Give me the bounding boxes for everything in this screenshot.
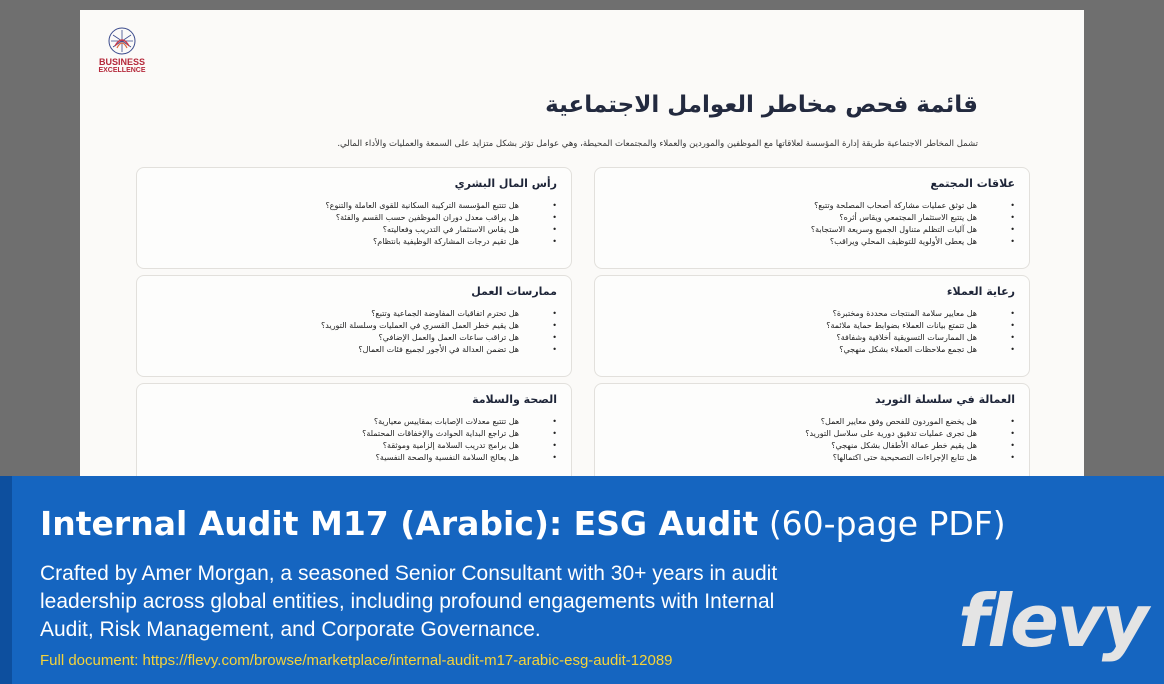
card-title: العمالة في سلسلة التوريد — [874, 393, 1015, 406]
checklist-item: • هل تضمن العدالة في الأجور لجميع فئات العمال؟ — [157, 344, 557, 356]
checklist — [157, 308, 557, 356]
card-title: علاقات المجتمع — [930, 177, 1015, 190]
card-human-capital — [136, 167, 572, 269]
card-labor-practices — [136, 275, 572, 377]
checklist-item: • هل آليات التظلم متناول الجميع وسريعة الاستجابة؟ — [615, 224, 1015, 236]
business-excellence-logo — [96, 26, 148, 76]
checklist-item: • هل تحترم اتفاقيات المفاوضة الجماعية وتتبع؟ — [157, 308, 557, 320]
banner-description: Crafted by Amer Morgan, a seasoned Senior Consultant with 30+ years in audit leadership across global entities, including profound engagements with Internal Audit, Risk Management, and Corporate Governance. — [40, 562, 778, 641]
checklist — [615, 308, 1015, 356]
document-intro: تشمل المخاطر الاجتماعية طريقة إدارة المؤسسة لعلاقاتها مع الموظفين والموردين والعملاء والمجتمعات المحيطة، وهي عوامل تؤثر بشكل متزايد على السمعة والعمليات والأداء المالي. — [337, 139, 978, 149]
logo-emblem-icon — [107, 26, 137, 56]
checklist-item: • هل يعالج السلامة النفسية والصحة النفسية؟ — [157, 452, 557, 464]
logo-text-line1: BUSINESS — [98, 57, 145, 67]
card-title: رعاية العملاء — [946, 285, 1015, 298]
checklist-item: • هل برامج تدريب السلامة إلزامية وموثقة؟ — [157, 440, 557, 452]
card-title: ممارسات العمل — [471, 285, 557, 298]
checklist — [615, 416, 1015, 464]
checklist-item: • هل يعطى الأولوية للتوظيف المحلي ويراقب؟ — [615, 236, 1015, 248]
checklist-item: • هل تتابع الإجراءات التصحيحية حتى اكتمالها؟ — [615, 452, 1015, 464]
product-banner — [0, 476, 1164, 684]
card-health-safety — [136, 383, 572, 480]
card-community-relations — [594, 167, 1030, 269]
checklist-item: • هل تتمتع بيانات العملاء بضوابط حماية ملائمة؟ — [615, 320, 1015, 332]
checklist — [157, 416, 557, 464]
checklist-item: • هل معايير سلامة المنتجات محددة ومختبرة؟ — [615, 308, 1015, 320]
checklist — [615, 200, 1015, 248]
checklist-item: • هل تجرى عمليات تدقيق دورية على سلاسل التوريد؟ — [615, 428, 1015, 440]
document-title: قائمة فحص مخاطر العوامل الاجتماعية — [545, 92, 978, 118]
checklist-item: • هل يقيم خطر عمالة الأطفال بشكل منهجي؟ — [615, 440, 1015, 452]
card-customer-care — [594, 275, 1030, 377]
banner-title — [40, 504, 1006, 543]
checklist-item: • هل تتتبع معدلات الإصابات بمقاييس معيارية؟ — [157, 416, 557, 428]
card-title: رأس المال البشري — [454, 177, 557, 190]
banner-title-main: Internal Audit M17 (Arabic): ESG Audit — [40, 504, 759, 543]
banner-title-pages: (60-page PDF) — [768, 504, 1006, 543]
card-supply-chain-labor — [594, 383, 1030, 480]
checklist-item: • هل توثق عمليات مشاركة أصحاب المصلحة وتتبع؟ — [615, 200, 1015, 212]
card-title: الصحة والسلامة — [472, 393, 557, 406]
checklist-item: • هل تقيم درجات المشاركة الوظيفية بانتظام؟ — [157, 236, 557, 248]
checklist-item: • هل يقاس الاستثمار في التدريب وفعاليته؟ — [157, 224, 557, 236]
checklist — [157, 200, 557, 248]
logo-text-line2: EXCELLENCE — [98, 67, 146, 74]
checklist-item: • هل يتتبع الاستثمار المجتمعي ويقاس أثره؟ — [615, 212, 1015, 224]
checklist-item: • هل يخضع الموردون للفحص وفق معايير العمل؟ — [615, 416, 1015, 428]
checklist-item: • هل يقيم خطر العمل القسري في العمليات وسلسلة التوريد؟ — [157, 320, 557, 332]
checklist-item: • هل الممارسات التسويقية أخلاقية وشفافة؟ — [615, 332, 1015, 344]
checklist-item: • هل يراقب معدل دوران الموظفين حسب القسم والفئة؟ — [157, 212, 557, 224]
checklist-item: • هل تجمع ملاحظات العملاء بشكل منهجي؟ — [615, 344, 1015, 356]
checklist-item: • هل تراقب ساعات العمل والعمل الإضافي؟ — [157, 332, 557, 344]
document-link[interactable]: Full document: https://flevy.com/browse/marketplace/internal-audit-m17-arabic-esg-audit-12089 — [40, 652, 673, 669]
checklist-item: • هل تتتبع المؤسسة التركيبة السكانية للقوى العاملة والتنوع؟ — [157, 200, 557, 212]
document-page — [80, 10, 1084, 480]
banner-edge — [0, 476, 12, 684]
checklist-item: • هل تراجع البداية الحوادث والإخفاقات المحتملة؟ — [157, 428, 557, 440]
flevy-logo: flevy — [958, 579, 1147, 663]
